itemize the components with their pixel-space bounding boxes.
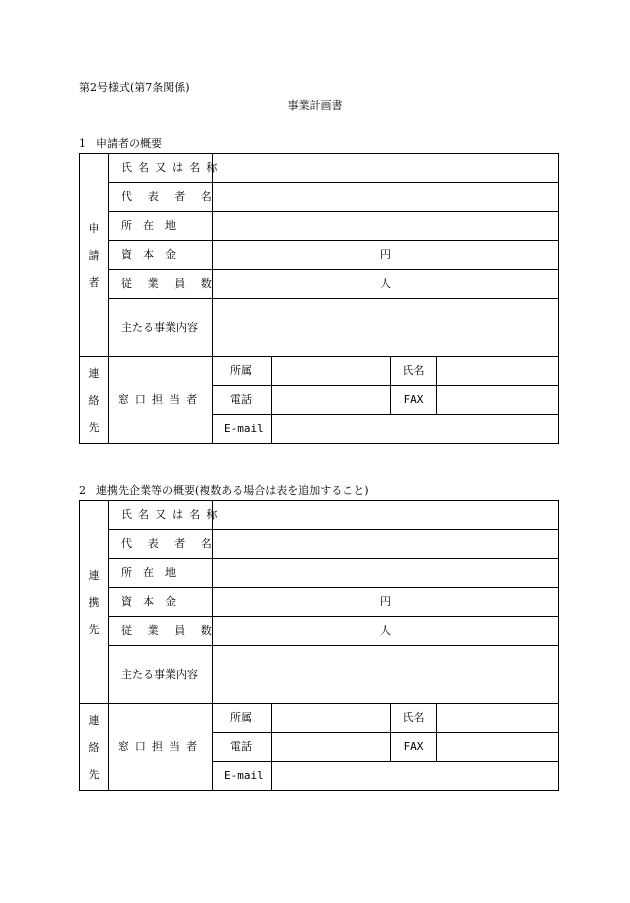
applicant-address-label: 所 在 地 (109, 212, 213, 241)
applicant-capital-label: 資 本 金 (109, 241, 213, 270)
affiliation-label: 所属 (213, 357, 272, 386)
email-label: E-mail (213, 762, 272, 791)
affiliation-field[interactable] (272, 704, 391, 733)
partner-group-label (80, 501, 109, 704)
section1-heading (79, 137, 162, 151)
contact-label-char: 連 (88, 366, 100, 380)
section1-number: 1 (79, 137, 86, 150)
contact-name-field[interactable] (437, 704, 559, 733)
section2-heading (79, 484, 369, 498)
applicant-employees-label: 従 業 員 数 (109, 270, 213, 299)
applicant-name-label: 氏名又は名称 (109, 154, 213, 183)
applicant-group-label (80, 154, 109, 357)
contact-name-field[interactable] (437, 357, 559, 386)
phone-field[interactable] (272, 733, 391, 762)
fax-label: FAX (391, 386, 437, 415)
applicant-address-field[interactable] (213, 212, 559, 241)
email-field[interactable] (272, 415, 559, 444)
applicant-business-label: 主たる事業内容 (109, 299, 213, 357)
partner-label-char: 先 (88, 622, 100, 636)
contact-label-char: 先 (88, 420, 100, 434)
fax-label: FAX (391, 733, 437, 762)
employees-unit: 人 (380, 624, 391, 637)
fax-field[interactable] (437, 386, 559, 415)
applicant-business-field[interactable] (213, 299, 559, 357)
contact-group-label (80, 357, 109, 444)
section2-heading-text: 連携先企業等の概要(複数ある場合は表を追加すること) (96, 484, 369, 497)
partner-address-label: 所 在 地 (109, 559, 213, 588)
section2-number: 2 (79, 484, 86, 497)
applicant-capital-field[interactable] (213, 241, 559, 270)
contact-label-char: 先 (88, 767, 100, 781)
phone-label: 電話 (213, 386, 272, 415)
applicant-employees-field[interactable] (213, 270, 559, 299)
section1-heading-text: 申請者の概要 (96, 137, 162, 150)
partner-address-field[interactable] (213, 559, 559, 588)
email-field[interactable] (272, 762, 559, 791)
applicant-name-field[interactable] (213, 154, 559, 183)
capital-unit: 円 (380, 595, 391, 608)
contact-label-char: 連 (88, 713, 100, 727)
partner-business-field[interactable] (213, 646, 559, 704)
employees-unit: 人 (380, 277, 391, 290)
affiliation-field[interactable] (272, 357, 391, 386)
contact-label-char: 絡 (88, 393, 100, 407)
contact-person-label: 窓口担当者 (109, 704, 213, 791)
applicant-representative-label: 代 表 者 名 (109, 183, 213, 212)
partner-employees-label: 従 業 員 数 (109, 617, 213, 646)
phone-field[interactable] (272, 386, 391, 415)
partner-capital-field[interactable] (213, 588, 559, 617)
partner-table (79, 500, 559, 791)
partner-name-field[interactable] (213, 501, 559, 530)
fax-field[interactable] (437, 733, 559, 762)
form-number: 第2号様式(第7条関係) (79, 81, 190, 94)
partner-label-char: 携 (88, 595, 100, 609)
contact-group-label (80, 704, 109, 791)
applicant-representative-field[interactable] (213, 183, 559, 212)
partner-name-label: 氏名又は名称 (109, 501, 213, 530)
applicant-table (79, 153, 559, 444)
partner-label-char: 連 (88, 568, 100, 582)
applicant-label-char: 請 (88, 248, 100, 262)
partner-business-label: 主たる事業内容 (109, 646, 213, 704)
partner-representative-field[interactable] (213, 530, 559, 559)
partner-capital-label: 資 本 金 (109, 588, 213, 617)
capital-unit: 円 (380, 248, 391, 261)
contact-name-label: 氏名 (391, 704, 437, 733)
contact-label-char: 絡 (88, 740, 100, 754)
phone-label: 電話 (213, 733, 272, 762)
applicant-label-char: 申 (88, 221, 100, 235)
document-title: 事業計画書 (287, 99, 343, 112)
contact-person-label: 窓口担当者 (109, 357, 213, 444)
partner-representative-label: 代 表 者 名 (109, 530, 213, 559)
affiliation-label: 所属 (213, 704, 272, 733)
applicant-label-char: 者 (88, 275, 100, 289)
contact-name-label: 氏名 (391, 357, 437, 386)
email-label: E-mail (213, 415, 272, 444)
partner-employees-field[interactable] (213, 617, 559, 646)
